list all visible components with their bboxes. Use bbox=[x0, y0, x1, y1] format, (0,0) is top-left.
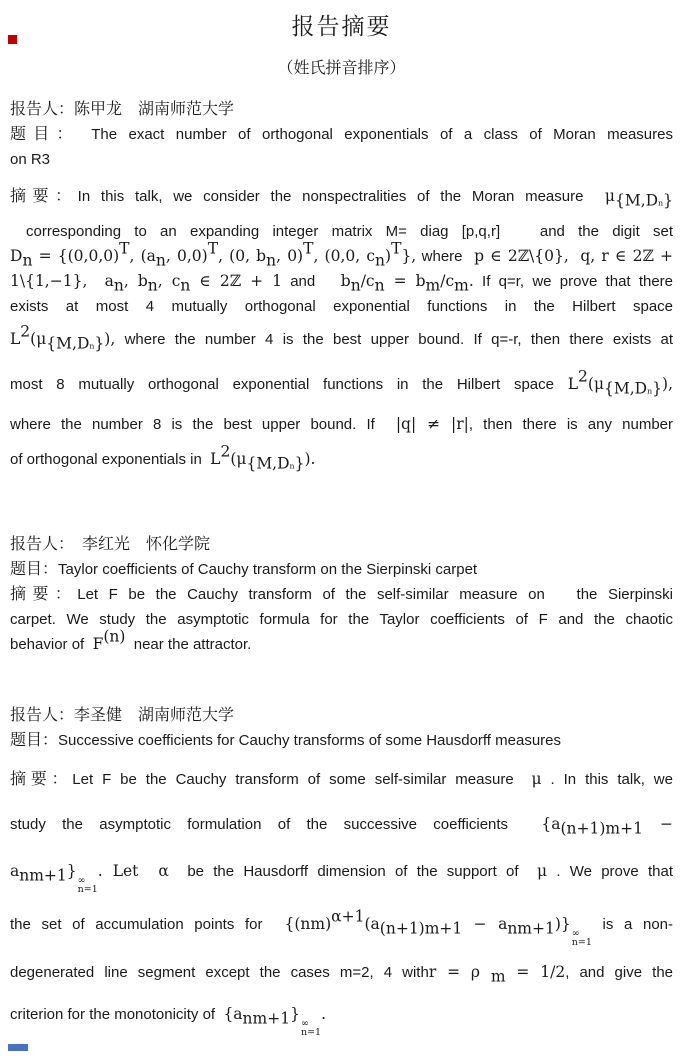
text-run: where the number 8 is the best upper bound. If bbox=[10, 416, 385, 433]
text-run: where the number 4 is the best upper bound. If q=-r, then there exists at bbox=[115, 331, 673, 348]
text-run: the set of accumulation points for bbox=[10, 916, 274, 933]
subscript-run: n bbox=[113, 276, 124, 295]
math-run: r = ρ bbox=[428, 963, 491, 981]
math-run: = {(0,0,0) bbox=[32, 247, 120, 265]
text-run: Taylor coefficients of Cauchy transform on the Sierpinski carpet bbox=[58, 561, 478, 578]
cjk-text-run: 题目： bbox=[10, 561, 59, 578]
math-run: , c bbox=[157, 272, 181, 290]
text-run: Let F be the Cauchy transform of some self-similar measure bbox=[72, 771, 532, 788]
subscript-run: } bbox=[663, 191, 673, 210]
subscript-run: n bbox=[147, 276, 158, 295]
cjk-text-run: 摘要： bbox=[10, 586, 78, 603]
math-run: } bbox=[66, 862, 77, 880]
text-line bbox=[10, 557, 673, 582]
supscript-run: T bbox=[303, 239, 314, 258]
math-run: . bbox=[468, 272, 474, 290]
text-line bbox=[10, 1002, 673, 1038]
math-run: ), bbox=[104, 330, 116, 348]
subscript-run: m bbox=[454, 276, 469, 295]
math-run: (μ bbox=[230, 450, 247, 468]
math-run: − a bbox=[462, 915, 508, 933]
math-run: /c bbox=[440, 272, 455, 290]
math-run: L bbox=[567, 375, 579, 393]
text-line bbox=[10, 703, 673, 728]
text-line bbox=[10, 122, 673, 147]
subscript-run: n bbox=[22, 251, 33, 270]
text-line bbox=[10, 907, 674, 948]
math-run: a bbox=[10, 862, 20, 880]
supscript-run: 2 bbox=[20, 322, 31, 341]
math-run: − bbox=[642, 815, 674, 833]
text-run: on R3 bbox=[10, 151, 51, 168]
math-run: . Let bbox=[97, 862, 159, 880]
text-line bbox=[10, 412, 673, 437]
stacked-script: ∞ n=1 bbox=[77, 875, 98, 895]
cjk-text-run: 题目： bbox=[10, 732, 59, 749]
math-run: {a bbox=[524, 815, 561, 833]
math-run: F bbox=[92, 635, 104, 653]
text-run: . In this talk, we bbox=[541, 771, 673, 788]
text-run: criterion for the monotonicity of bbox=[10, 1006, 224, 1023]
text-run: and bbox=[281, 273, 332, 290]
subscript-run: n bbox=[375, 251, 386, 270]
math-run: , (0, b bbox=[218, 247, 267, 265]
nested-subscript-run: n bbox=[658, 198, 664, 208]
subscript-run: m bbox=[425, 276, 441, 295]
text-run: where bbox=[416, 248, 468, 265]
text-line bbox=[10, 960, 673, 985]
speaker-section-1 bbox=[10, 97, 673, 472]
subscript-run: n bbox=[155, 251, 166, 270]
math-run: . bbox=[321, 1005, 327, 1023]
math-run: L bbox=[10, 330, 21, 348]
text-line bbox=[10, 859, 673, 895]
text-line bbox=[10, 147, 673, 172]
math-run: }, bbox=[401, 247, 417, 265]
math-run: ∈ 2ℤ + 1 bbox=[190, 272, 282, 290]
math-run: ) bbox=[385, 247, 392, 265]
subscript-run: {M,D bbox=[246, 454, 290, 473]
subscript-run: {M,D bbox=[46, 334, 90, 353]
text-run: If q=r, we prove that there bbox=[473, 273, 674, 290]
subscript-run: n bbox=[180, 276, 191, 295]
supscript-run: (n) bbox=[103, 627, 126, 646]
text-line bbox=[10, 219, 673, 244]
nested-subscript-run: n bbox=[89, 341, 95, 351]
math-run: b bbox=[331, 272, 351, 290]
math-run: μ bbox=[531, 770, 542, 788]
text-run: exists at most 4 mutually orthogonal exponential functions in the Hilbert space bbox=[10, 298, 673, 315]
cjk-text-run: 题目： bbox=[10, 126, 80, 143]
math-run: α bbox=[158, 862, 169, 880]
subscript-run: m bbox=[490, 967, 506, 986]
text-line bbox=[10, 97, 673, 122]
math-run: μ bbox=[537, 862, 548, 880]
text-run: is a non- bbox=[591, 916, 674, 933]
math-run: = b bbox=[384, 272, 426, 290]
math-run: μ bbox=[604, 187, 615, 205]
math-run: {a bbox=[223, 1005, 243, 1023]
math-run: q, r ∈ 2ℤ + bbox=[574, 247, 673, 265]
subscript-run: nm+1 bbox=[507, 919, 555, 938]
text-run: behavior of bbox=[10, 636, 93, 653]
stacked-script: ∞ n=1 bbox=[300, 1018, 322, 1038]
math-run: , (a bbox=[129, 247, 156, 265]
text-run: degenerated line segment except the cases m=2, 4 with bbox=[10, 964, 429, 981]
text-run: . We prove that bbox=[547, 863, 673, 880]
subscript-run: {M,D bbox=[604, 379, 648, 398]
math-run: , 0,0) bbox=[165, 247, 208, 265]
page-title: 报告摘要 bbox=[291, 14, 392, 39]
math-run: = 1/2 bbox=[505, 963, 566, 981]
subscript-run: n bbox=[350, 276, 361, 295]
speaker-section-3 bbox=[10, 703, 674, 1038]
math-run: 1\{1,−1}, bbox=[10, 272, 88, 290]
math-run: (μ bbox=[587, 375, 605, 393]
text-run: most 8 mutually orthogonal exponential functions in the Hilbert space bbox=[10, 376, 568, 393]
speaker-section-2 bbox=[10, 532, 673, 657]
text-line bbox=[10, 582, 673, 607]
text-run: , then there is any number bbox=[468, 416, 673, 433]
subscript-run: nm+1 bbox=[242, 1009, 291, 1028]
text-run bbox=[87, 273, 95, 290]
text-run: The exact number of orthogonal exponentials of a class of Moran measures bbox=[79, 126, 673, 143]
supscript-run: T bbox=[207, 239, 219, 258]
cjk-text-run: 报告人： 李红光 怀化学院 bbox=[10, 536, 211, 553]
text-run: carpet. We study the asymptotic formula for the Taylor coefficients of F and the chaotic bbox=[10, 611, 673, 628]
supscript-run: 2 bbox=[220, 442, 231, 461]
subscript-run: {M,D bbox=[614, 191, 659, 210]
nested-subscript-run: n bbox=[647, 386, 653, 396]
text-run: , and give the bbox=[565, 964, 673, 981]
blue-bar-mark bbox=[8, 1044, 28, 1051]
text-line bbox=[10, 269, 673, 294]
text-line bbox=[10, 812, 673, 837]
text-run: study the asymptotic formulation of the successive coefficients bbox=[10, 816, 525, 833]
text-line bbox=[10, 184, 673, 209]
cjk-text-run: 报告人：李圣健 湖南师范大学 bbox=[10, 707, 235, 724]
text-run: corresponding to an expanding integer matrix M= diag [p,q,r] and the digit set bbox=[26, 223, 673, 240]
text-run: near the attractor. bbox=[125, 636, 252, 653]
math-run: {(nm) bbox=[273, 915, 332, 933]
text-line bbox=[10, 442, 673, 473]
cjk-text-run: 摘要： bbox=[10, 188, 78, 205]
math-run: D bbox=[10, 247, 23, 265]
text-run: of orthogonal exponentials in bbox=[10, 451, 211, 468]
subscript-run: (n+1)m+1 bbox=[560, 819, 643, 838]
math-run: (μ bbox=[30, 330, 47, 348]
math-run: } bbox=[290, 1005, 300, 1023]
subscript-run: } bbox=[94, 334, 105, 353]
math-run: ). bbox=[304, 450, 316, 468]
math-run: ), bbox=[662, 375, 673, 393]
text-line bbox=[10, 294, 673, 319]
subscript-run: (n+1)m+1 bbox=[379, 919, 463, 938]
text-line bbox=[10, 367, 673, 398]
supscript-run: α+1 bbox=[331, 907, 365, 926]
math-run: )} bbox=[554, 915, 571, 933]
supscript-run: T bbox=[391, 239, 402, 258]
math-run: |q| ≠ |r| bbox=[384, 415, 469, 433]
text-line bbox=[10, 239, 673, 270]
red-square-mark bbox=[8, 35, 17, 44]
subscript-run: n bbox=[266, 251, 277, 270]
subscript-run: nm+1 bbox=[19, 866, 67, 885]
nested-subscript-run: n bbox=[289, 461, 295, 471]
math-run: L bbox=[210, 450, 221, 468]
math-run: p ∈ 2ℤ\{0}, bbox=[467, 247, 569, 265]
text-run: Successive coefficients for Cauchy transforms of some Hausdorff measures bbox=[58, 732, 562, 749]
supscript-run: T bbox=[119, 239, 130, 258]
text-run: Let F be the Cauchy transform of the self-similar measure on the Sierpinski bbox=[77, 586, 673, 603]
supscript-run: 2 bbox=[578, 367, 588, 386]
cjk-text-run: 摘要： bbox=[10, 771, 73, 788]
text-line bbox=[10, 627, 673, 657]
subscript-run: n bbox=[374, 276, 385, 295]
subscript-run: } bbox=[294, 454, 305, 473]
cjk-text-run: 报告人：陈甲龙 湖南师范大学 bbox=[10, 101, 235, 118]
math-run: , 0) bbox=[276, 247, 304, 265]
text-run: In this talk, we consider the nonspectralities of the Moran measure bbox=[77, 188, 605, 205]
text-line bbox=[10, 767, 673, 792]
math-run: a bbox=[95, 272, 114, 290]
subscript-run: } bbox=[652, 379, 663, 398]
math-run: , b bbox=[123, 272, 148, 290]
math-run: , (0,0, c bbox=[313, 247, 376, 265]
text-run: be the Hausdorff dimension of the support of bbox=[168, 863, 538, 880]
math-run: (a bbox=[364, 915, 380, 933]
text-line bbox=[10, 532, 673, 557]
page-subtitle: （姓氏拼音排序） bbox=[277, 60, 406, 77]
text-line bbox=[10, 322, 673, 353]
stacked-script: ∞ n=1 bbox=[571, 928, 592, 948]
math-run: /c bbox=[360, 272, 375, 290]
text-line bbox=[10, 728, 673, 753]
